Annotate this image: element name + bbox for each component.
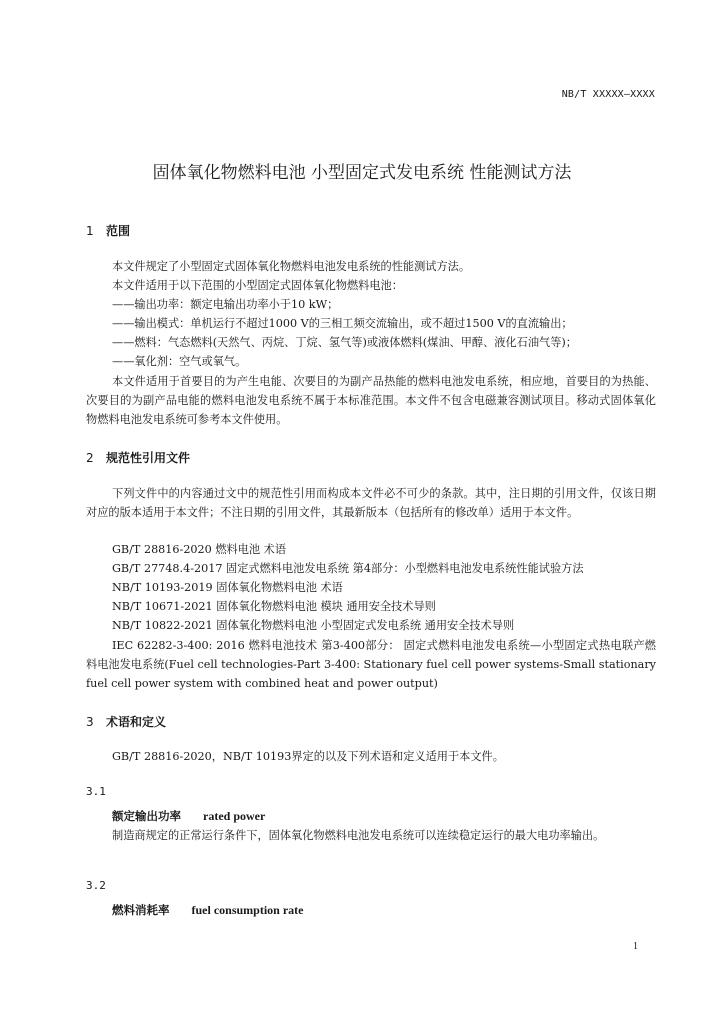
document-code: NB/T XXXXX—XXXX (561, 89, 655, 100)
reference-item: GB/T 28816-2020 燃料电池 术语 (112, 543, 287, 556)
term-number: 3.1 (86, 785, 106, 798)
reference-item: GB/T 27748.4-2017 固定式燃料电池发电系统 第4部分：小型燃料电池发电系统性能试验方法 (112, 562, 584, 575)
term-definition: 制造商规定的正常运行条件下，固体氧化物燃料电池发电系统可以连续稳定运行的最大电功率输出。 (112, 829, 605, 842)
scope-line: ——输出模式：单机运行不超过1000 V的三相工频交流输出，或不超过1500 V的直流输出； (112, 317, 573, 330)
term-cn: 燃料消耗率 (112, 903, 170, 917)
scope-line: 本文件适用于以下范围的小型固定式固体氧化物燃料电池： (112, 279, 403, 292)
reference-item: NB/T 10822-2021 固体氧化物燃料电池 小型固定式发电系统 通用安全技术导则 (112, 619, 515, 632)
scope-paragraph: 本文件适用于首要目的为产生电能、次要目的为副产品热能的燃料电池发电系统，相应地，首要目的为热能、次要目的为副产品电能的燃料电池发电系统不属于本标准范围。本文件不包含电磁兼容测试项目。移动式固体氧化物燃料电池发电系统可参考本文件使用。 (86, 375, 656, 426)
section-2-heading (86, 449, 190, 466)
section-number: 1 (86, 224, 94, 238)
reference-item: NB/T 10671-2021 固体氧化物燃料电池 模块 通用安全技术导则 (112, 600, 436, 613)
scope-line: ——输出功率：额定电输出功率小于10 kW； (112, 298, 339, 311)
reference-item-iec: IEC 62282-3-400: 2016 燃料电池技术 第3-400部分： 固定式燃料电池发电系统—小型固定式热电联产燃料电池发电系统(Fuel cell technologies-Part 3-400: Stationary fuel cell power systems-Small stationary fuel cell power system with combined heat and power output) (86, 639, 656, 690)
term-en: rated power (203, 809, 266, 823)
scope-line: 本文件规定了小型固定式固体氧化物燃料电池发电系统的性能测试方法。 (112, 260, 471, 273)
terms-intro: GB/T 28816-2020，NB/T 10193界定的以及下列术语和定义适用于本文件。 (112, 750, 504, 763)
term-number: 3.2 (86, 879, 106, 892)
page-number: 1 (633, 941, 638, 952)
section-3-heading (86, 713, 166, 730)
reference-item: NB/T 10193-2019 固体氧化物燃料电池 术语 (112, 581, 343, 594)
term-heading (112, 902, 304, 918)
section-number: 2 (86, 451, 94, 465)
section-title: 范围 (106, 224, 131, 238)
references-paragraph: 下列文件中的内容通过文中的规范性引用而构成本文件必不可少的条款。其中，注日期的引用文件，仅该日期对应的版本适用于本文件；不注日期的引用文件，其最新版本（包括所有的修改单）适用于本文件。 (86, 487, 656, 519)
term-cn: 额定输出功率 (112, 809, 181, 823)
section-number: 3 (86, 715, 94, 729)
section-title: 术语和定义 (106, 715, 167, 729)
scope-line: ——燃料：气态燃料(天然气、丙烷、丁烷、氢气等)或液体燃料(煤油、甲醇、液化石油气等)； (112, 336, 577, 349)
term-heading (112, 808, 265, 824)
scope-line: ——氧化剂：空气或氧气。 (112, 355, 247, 368)
document-title: 固体氧化物燃料电池 小型固定式发电系统 性能测试方法 (152, 163, 572, 183)
section-title: 规范性引用文件 (106, 451, 191, 465)
term-en: fuel consumption rate (191, 903, 304, 917)
section-1-heading (86, 222, 130, 239)
